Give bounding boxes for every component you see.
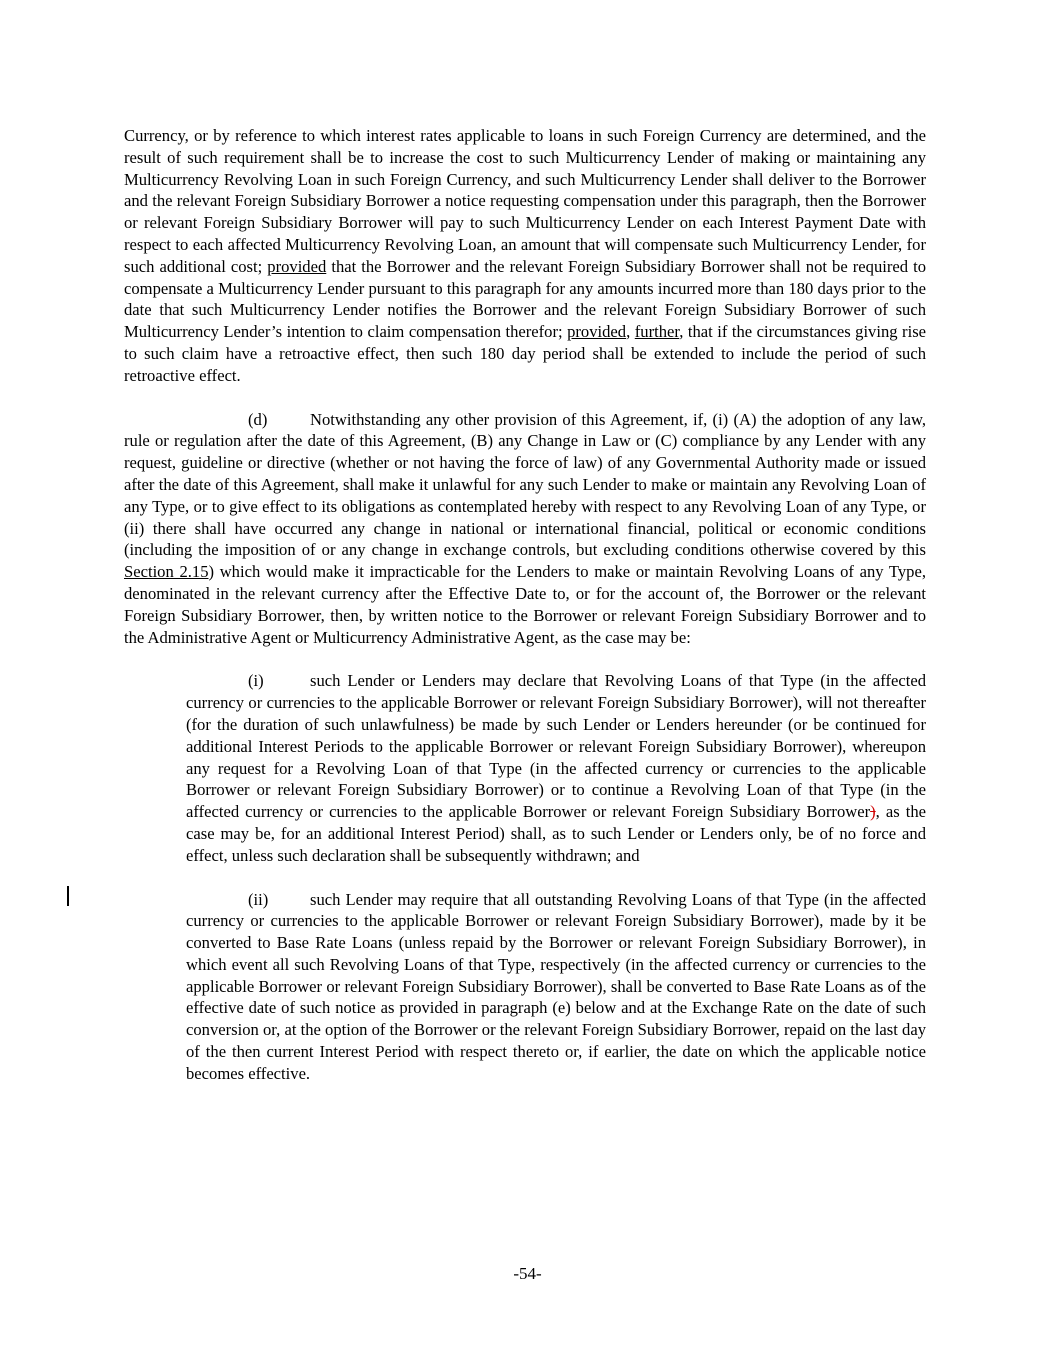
- provided-underlined: provided: [267, 256, 327, 276]
- subparagraph-i-text-part2: , as the case may be, for an additional Interest Period) shall, as to such Lender or Lenders only, be of no force and effect, unless such declaration shall be subsequently withdrawn; and: [186, 802, 926, 865]
- struck-parenthesis: ): [870, 802, 876, 822]
- subparagraph-ii-text: such Lender may require that all outstanding Revolving Loans of that Type (in the affected currency or currencies to the applicable Borrower or relevant Foreign Subsidiary Borrower), made by it be converted to Base Rate Loans (unless repaid by the Borrower or relevant Foreign Subsidiary Borrower), in which event all such Revolving Loans of that Type, respectively (in the affected currency or currencies to the applicable Borrower or relevant Foreign Subsidiary Borrower), shall be converted to Base Rate Loans as of the effective date of such notice as provided in paragraph (e) below and at the Exchange Rate on the date of such conversion or, at the option of the Borrower or the relevant Foreign Subsidiary Borrower, repaid on the last day of the then current Interest Period with respect thereto or, if earlier, the date on which the applicable notice becomes effective.: [186, 889, 926, 1083]
- subparagraph-i-label: (i): [248, 671, 264, 691]
- subparagraph-i-text-part1: such Lender or Lenders may declare that Revolving Loans of that Type (in the affected currency or currencies to the applicable Borrower or relevant Foreign Subsidiary Borrower), will not thereafter (for the duration of such unlawfulness) be made by such Lender or Lenders hereunder (or be continued for additional Interest Periods to the applicable Borrower or relevant Foreign Subsidiary Borrower), whereupon any request for a Revolving Loan of that Type (in the affected currency or currencies to the applicable Borrower or relevant Foreign Subsidiary Borrower) or to continue a Revolving Loan of that Type (in the affected currency or currencies to the applicable Borrower or relevant Foreign Subsidiary Borrower: [186, 671, 926, 822]
- document-body: [124, 125, 926, 1107]
- paragraph-c-continuation: [124, 125, 926, 387]
- paragraph-c-text-part2: that the Borrower and the relevant Foreign Subsidiary Borrower shall not be required to compensate a Multicurrency Lender pursuant to this paragraph for any amounts incurred more than 180 days prior to the date that such Multicurrency Lender notifies the Borrower and the relevant Foreign Subsidiary Borrower of such Multicurrency Lender’s intention to claim compensation therefor;: [124, 256, 927, 342]
- subparagraph-ii-label: (ii): [248, 889, 269, 909]
- subparagraph-ii: [186, 889, 926, 1085]
- further-underlined: further: [634, 322, 680, 342]
- paragraph-c-text-part3: , that if the circumstances giving rise to such claim have a retroactive effect, then such 180 day period shall be extended to include the period of such retroactive effect.: [124, 322, 927, 385]
- revision-change-bar: [67, 886, 69, 906]
- comma: ,: [626, 322, 635, 342]
- paragraph-d-text-part1: Notwithstanding any other provision of this Agreement, if, (i) (A) the adoption of any law, rule or regulation after the date of this Agreement, (B) any Change in Law or (C) compliance by any Lender with any request, guideline or directive (whether or not having the force of law) of any Governmental Authority made or issued after the date of this Agreement, shall make it unlawful for any such Lender to make or maintain any Revolving Loan of any Type, or to give effect to its obligations as contemplated hereby with respect to any Revolving Loan of any Type, or (ii) there shall have occurred any change in national or international financial, political or economic conditions (including the imposition of or any change in exchange controls, but excluding conditions otherwise covered by this: [124, 409, 926, 560]
- page-number: -54-: [513, 1264, 542, 1283]
- paragraph-d: [124, 409, 926, 649]
- paragraph-c-text-part1: Currency, or by reference to which interest rates applicable to loans in such Foreign Currency are determined, and the result of such requirement shall be to increase the cost to such Multicurrency Lender of making or maintaining any Multicurrency Revolving Loan in such Foreign Currency, and such Multicurrency Lender shall deliver to the Borrower and the relevant Foreign Subsidiary Borrower a notice requesting compensation under this paragraph, then the Borrower or relevant Foreign Subsidiary Borrower will pay to such Multicurrency Lender on each Interest Payment Date with respect to each affected Multicurrency Revolving Loan, an amount that will compensate such Multicurrency Lender, for such additional cost;: [124, 126, 926, 276]
- provided-underlined-2: provided: [567, 322, 627, 342]
- paragraph-d-label: (d): [248, 409, 268, 429]
- paragraph-d-text-part2: ) which would make it impracticable for the Lenders to make or maintain Revolving Loans of any Type, denominated in the relevant currency after the Effective Date to, or for the account of, the Borrower or the relevant Foreign Subsidiary Borrower, then, by written notice to the Borrower or relevant Foreign Subsidiary Borrower and to the Administrative Agent or Multicurrency Administrative Agent, as the case may be:: [124, 562, 926, 647]
- section-2-15-reference: Section 2.15: [124, 562, 209, 582]
- subparagraph-i: [186, 670, 926, 866]
